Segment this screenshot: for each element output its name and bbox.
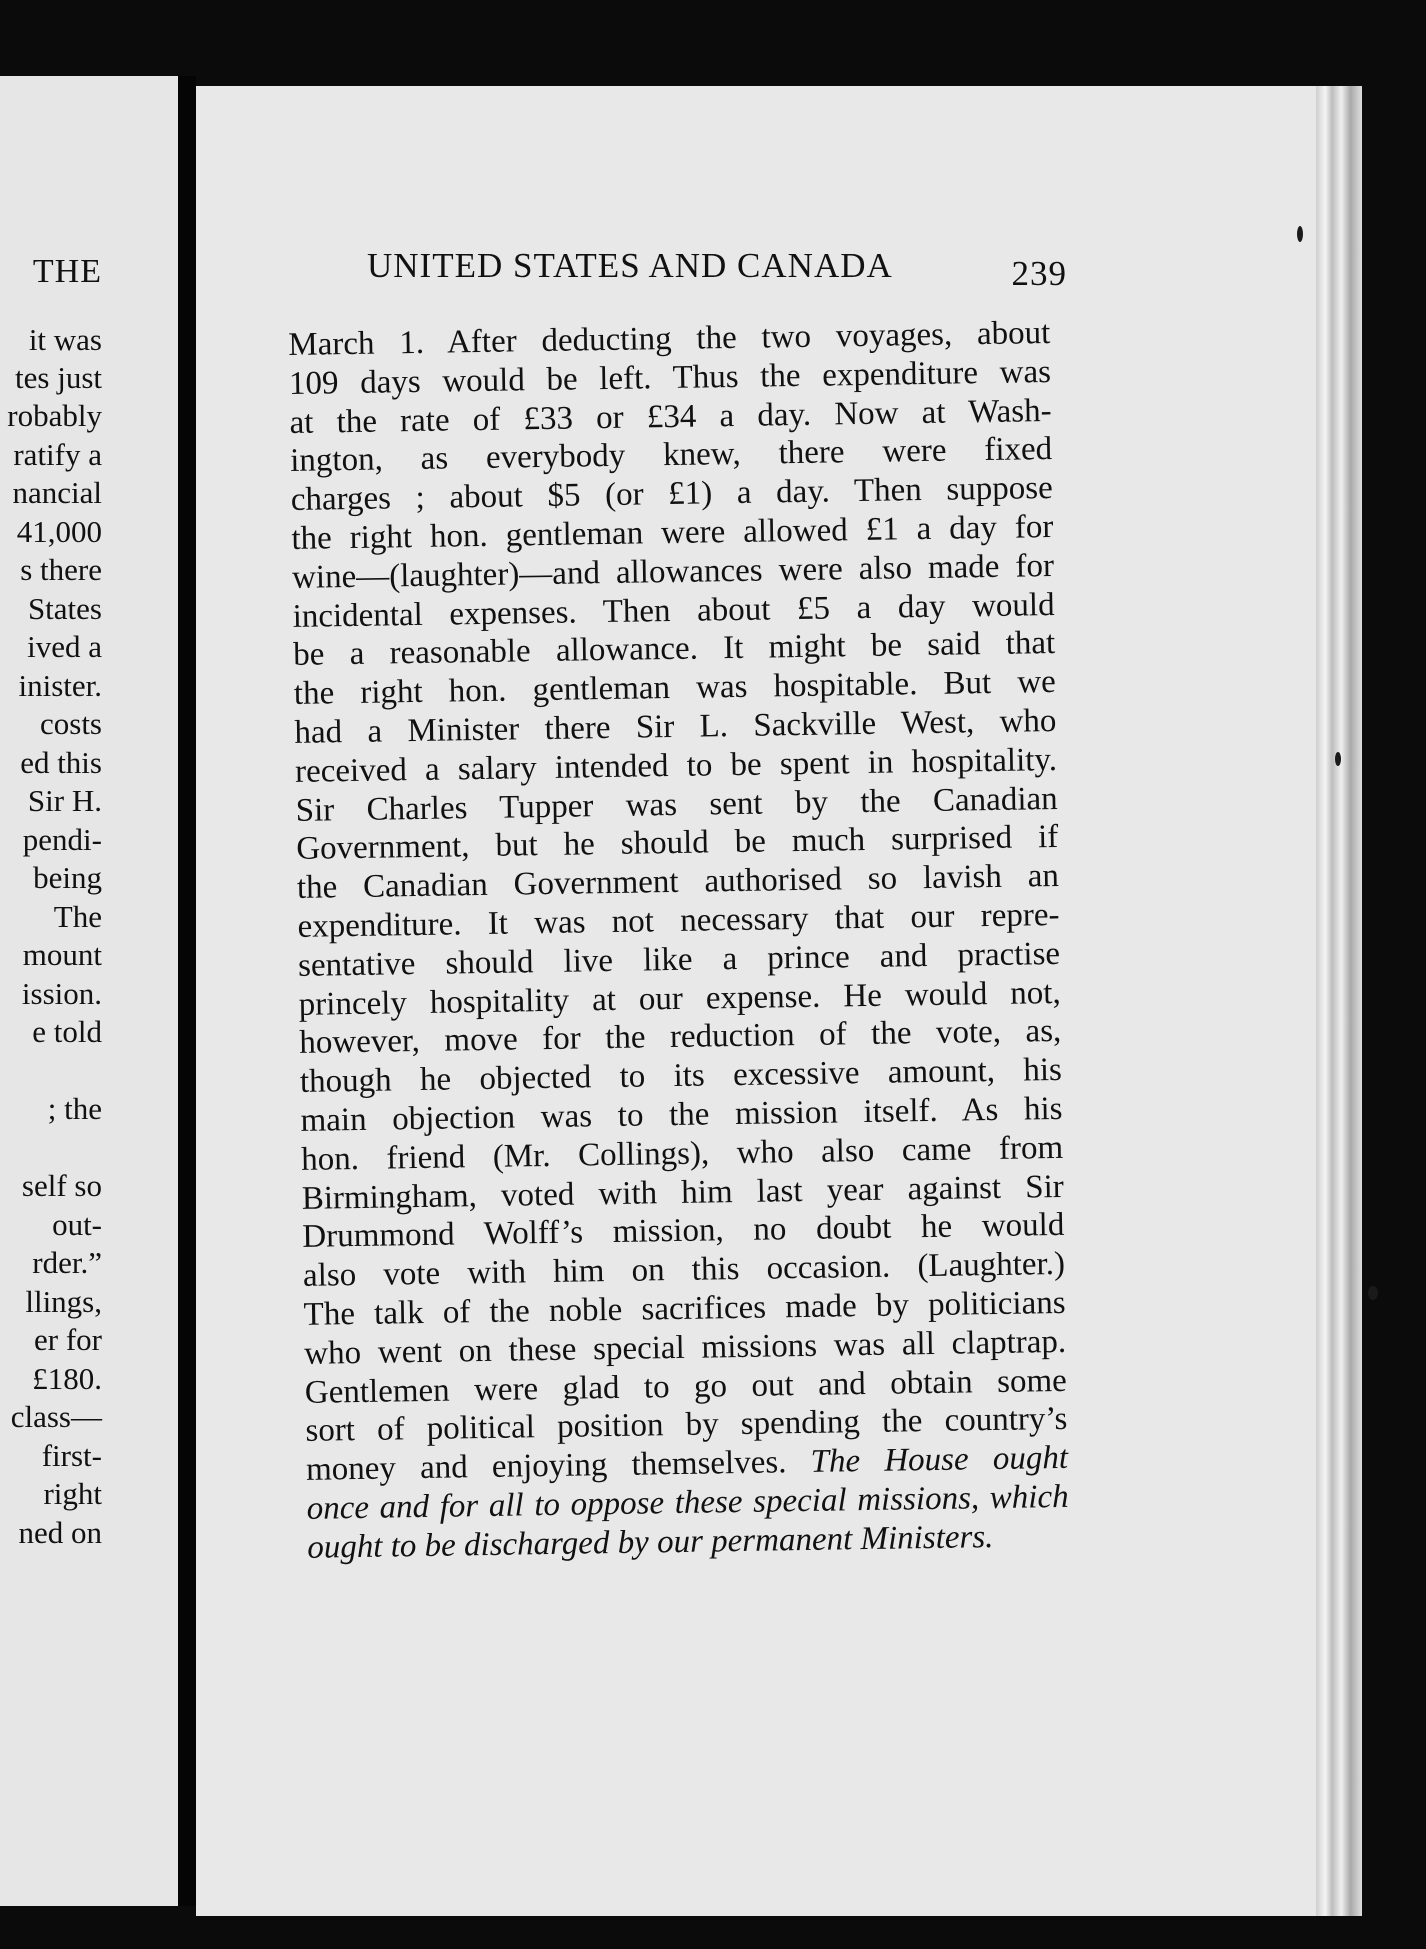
left-page-line: being (33, 860, 102, 895)
book-gutter (178, 76, 196, 1906)
left-page-line: The (53, 899, 102, 934)
left-page-line: nancial (12, 475, 102, 510)
body-line: Birmingham, voted with him last year against Sir (301, 1168, 1064, 1217)
left-page-line: out- (52, 1207, 102, 1242)
left-page-line: Sir H. (27, 783, 102, 818)
body-line: had a Minister there Sir L. Sackville West, who (294, 702, 1057, 751)
body-line: Gentlemen were glad to go out and obtain some (304, 1362, 1068, 1411)
left-page-line: class— (10, 1399, 102, 1434)
left-page-line: it was (28, 322, 102, 357)
left-page-line: mount (22, 937, 102, 972)
body-line: Drummond Wolff’s mission, no doubt he would (302, 1207, 1065, 1256)
body-line: sentative should live like a prince and practise (297, 935, 1061, 984)
left-page-line: inister. (18, 668, 102, 703)
left-page-line: llings, (25, 1284, 102, 1319)
left-page-line: ned on (18, 1515, 102, 1550)
page-edges (1316, 86, 1362, 1916)
running-head-title: UNITED STATES AND CANADA (367, 246, 893, 285)
body-line: however, move for the reduction of the vote, as, (299, 1013, 1062, 1062)
left-page-line: States (27, 591, 102, 626)
left-page-line: ed this (20, 745, 102, 780)
left-page-line: ; the (47, 1091, 102, 1126)
scan-speck (1335, 752, 1341, 766)
body-line: be a reasonable allowance. It might be said that (292, 625, 1056, 674)
body-line: received a salary intended to be spent in hospitality. (294, 741, 1058, 790)
body-line: the right hon. gentleman was hospitable. But we (293, 664, 1057, 713)
scan-speck (1297, 226, 1303, 242)
left-page-line: first- (41, 1438, 102, 1473)
body-line: the right hon. gentleman were allowed £1 a day for (291, 508, 1054, 557)
left-page-line: ratify a (13, 437, 102, 472)
left-page-line: ived a (27, 629, 102, 664)
left-page-line: right (43, 1476, 102, 1511)
body-line: expenditure. It was not necessary that our repre- (297, 896, 1060, 945)
left-page-line: er for (34, 1322, 102, 1357)
body-line: though he objected to its excessive amount, his (299, 1052, 1063, 1101)
left-page-line: e told (32, 1014, 102, 1049)
body-line: The talk of the noble sacrifices made by politicians (303, 1284, 1066, 1333)
body-line: the Canadian Government authorised so lavish an (296, 858, 1060, 907)
left-page-line: costs (40, 706, 102, 741)
italic-line: ought to be discharged by our permanent Ministers. (307, 1518, 994, 1566)
italic-line: once and for all to oppose these special missions, which (306, 1478, 1069, 1527)
page-number: 239 (1011, 254, 1067, 293)
left-page-line: pendi- (22, 822, 102, 857)
scan-speck (1368, 1286, 1378, 1300)
left-page-line: £180. (32, 1361, 102, 1396)
body-line: wine—(laughter)—and allowances were also made for (291, 547, 1055, 596)
italic-continuation: The House ought (810, 1439, 1069, 1481)
left-page-line: rder.” (32, 1245, 102, 1280)
body-line: Government, but he should be much surprised if (296, 819, 1059, 868)
left-page-line: ission. (21, 976, 102, 1011)
body-line: Sir Charles Tupper was sent by the Canadian (295, 780, 1058, 829)
left-page-header: THE (32, 253, 102, 290)
body-text (288, 314, 1069, 1567)
left-page (0, 76, 178, 1906)
body-line: incidental expenses. Then about £5 a day would (292, 586, 1055, 635)
body-line: main objection was to the mission itself. As his (300, 1090, 1063, 1139)
body-line: ington, as everybody knew, there were fixed (289, 431, 1053, 480)
body-line: who went on these special missions was all claptrap. (303, 1323, 1067, 1372)
body-line: at the rate of £33 or £34 a day. Now at Wash- (289, 392, 1052, 441)
left-page-line: robably (7, 398, 102, 433)
body-line: also vote with him on this occasion. (Laughter.) (302, 1246, 1066, 1294)
body-line-text: money and enjoying themselves. (305, 1444, 811, 1488)
body-line: princely hospitality at our expense. He would not, (298, 974, 1061, 1023)
body-line: hon. friend (Mr. Collings), who also came from (300, 1129, 1064, 1178)
left-page-line: self so (21, 1168, 102, 1203)
body-line: 109 days would be left. Thus the expenditure was (288, 353, 1052, 402)
left-page-line: tes just (15, 360, 102, 395)
body-line: charges ; about $5 (or £1) a day. Then suppose (290, 470, 1054, 519)
left-page-line: 41,000 (16, 514, 102, 549)
left-page-line: s there (20, 552, 102, 587)
right-page (196, 86, 1316, 1916)
body-line: sort of political position by spending the country’s (305, 1401, 1068, 1450)
body-line: March 1. After deducting the two voyages, about (288, 314, 1051, 363)
